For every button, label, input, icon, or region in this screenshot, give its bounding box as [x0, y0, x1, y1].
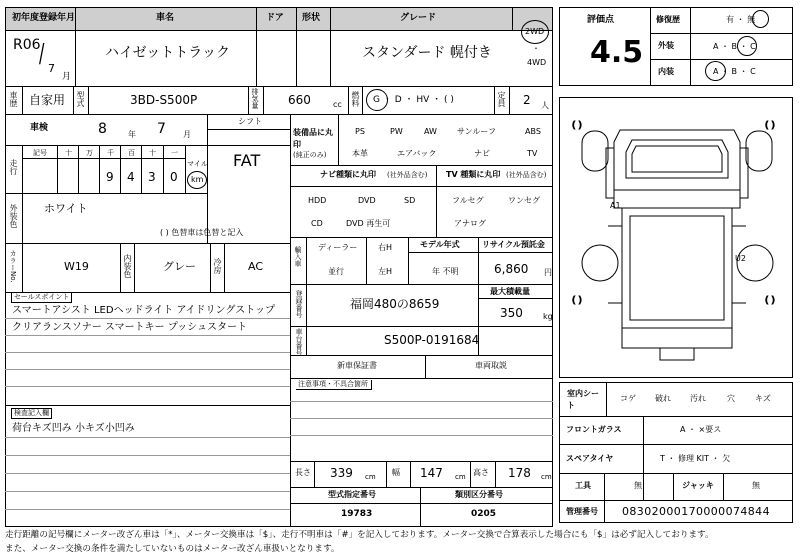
jack-label: ジャッキ [682, 481, 714, 490]
svg-text:( ): ( ) [765, 121, 775, 131]
svg-text:( ): ( ) [572, 296, 582, 306]
registration-label: 登録番号 [295, 290, 303, 318]
inspection-year-unit: 年 [128, 130, 136, 139]
inspection-year: 8 [98, 121, 107, 137]
sales-points-label: セールスポイント [11, 292, 72, 303]
mileage-unit-mile: マイル [187, 160, 208, 168]
tv-analog: アナログ [454, 219, 486, 228]
interior-label: 内装 [658, 67, 674, 76]
import-dealer: ディーラー [318, 243, 358, 252]
footer-line2: また、メーター交換の条件を満たしていないものはメーター改ざん車扱いとなります。 [5, 544, 340, 554]
sales-points-line1: スマートアシスト LEDヘッドライト アイドリングストップ [12, 305, 275, 316]
digit-header-1: 十 [65, 149, 72, 157]
score-value: 4.5 [590, 35, 644, 70]
interior-color-value: グレー [163, 260, 196, 273]
exterior-b-circle [737, 36, 757, 56]
vehicle-manual: 車両取説 [475, 361, 507, 370]
navi-dvd: DVD [358, 196, 376, 205]
navi-label: ナビ種類に丸印 [320, 170, 376, 179]
type-no-value: 19783 [341, 509, 373, 519]
equip-abs: ABS [525, 127, 541, 136]
navi-dvd-play: DVD 再生可 [346, 219, 391, 228]
tv-label: TV 種類に丸印 [446, 170, 501, 179]
width-value: 147 [420, 466, 443, 480]
max-load-unit: kg [543, 312, 553, 321]
repair-options: 有 ・ 無 [726, 15, 756, 24]
equip-airbag: エアバック [397, 149, 437, 158]
capacity-unit: 人 [541, 101, 549, 110]
length-label: 長さ [295, 468, 311, 477]
drive-4wd: 4WD [527, 58, 547, 67]
color-no-label: カラーNo. [9, 250, 17, 283]
car-name: ハイゼットトラック [105, 45, 231, 61]
sales-points-line2: クリアランスソナー スマートキー プッシュスタート [12, 322, 247, 333]
equip-ps: PS [355, 127, 365, 136]
svg-text:( ): ( ) [765, 296, 775, 306]
interior-color-label: 内装色 [123, 254, 132, 278]
equip-leather: 本革 [352, 149, 368, 158]
ac-label: 冷房 [213, 258, 222, 274]
inspector-notes-value: 荷台キズ凹み 小キズ小凹み [12, 423, 135, 434]
exterior-label: 外装 [658, 41, 674, 50]
car-diagram-svg [560, 98, 794, 379]
reg-month-unit: 月 [62, 72, 72, 82]
digit-header-3: 千 [107, 149, 114, 157]
tv-oneseg: ワンセグ [508, 196, 540, 205]
registration-value: 福岡480の8659 [350, 297, 440, 311]
grade-value: スタンダード 幌付き [362, 45, 492, 61]
interior-sheet-label: 室内シート [567, 389, 599, 410]
navi-label-sub: (社外品含む) [387, 171, 428, 179]
color-value: ホワイト [44, 202, 88, 215]
model-year-value: 年 不明 [432, 267, 459, 276]
length-value: 339 [330, 466, 353, 480]
shift-label: シフト [238, 117, 262, 126]
sheet-stain: 汚れ [690, 394, 706, 403]
fuel-label: 燃料 [351, 91, 360, 107]
sheet-burn: コゲ [620, 394, 636, 403]
mileage-digit-3: 9 [106, 170, 114, 184]
fuel-options: G ・ D ・ HV ・ ( ) [373, 95, 454, 105]
svg-text:( ): ( ) [572, 121, 582, 131]
diagram-mark-u2: U2 [735, 254, 746, 263]
import-parallel: 並行 [328, 267, 344, 276]
equip-navi: ナビ [474, 149, 490, 158]
height-label: 高さ [473, 468, 489, 477]
reg-slash: / [39, 38, 45, 69]
reg-era: R06 [13, 37, 41, 53]
car-name-label: 車名 [156, 13, 175, 23]
footer-line1: 走行距離の記号欄にメーター改ざん車は「*」、メーター交換車は「$」、走行不明車は「#」を記入しております。メーター交換で合算表示した場合にも「$」は必ず記入しております。 [5, 530, 714, 540]
equip-tv: TV [527, 149, 538, 158]
diagram-mark-a1: A1 [610, 201, 621, 210]
equip-sunroof: サンルーフ [457, 127, 496, 136]
model-label: 型式 [76, 91, 85, 107]
car-diagram [559, 97, 793, 378]
capacity-label: 定員 [497, 91, 506, 107]
import-label: 輸入車 [294, 246, 302, 267]
tv-label-sub: (社外品含む) [506, 171, 547, 179]
inspection-label: 車検 [30, 123, 49, 133]
import-right: 右H [378, 243, 393, 252]
category-value: 自家用 [29, 93, 66, 107]
height-unit: cm [541, 473, 552, 481]
class-no-value: 0205 [471, 509, 497, 519]
windshield-label: フロントガラス [566, 425, 622, 434]
drive-2wd: 2WD [525, 27, 545, 36]
drive-dot: ・ [532, 44, 540, 53]
grade-label: グレード [400, 13, 437, 23]
windshield-value: A ・ ×要ス [680, 425, 722, 434]
score-label: 評価点 [587, 15, 615, 25]
caution-label: 注意事項・不具合箇所 [296, 380, 372, 390]
equip-aw: AW [424, 127, 437, 136]
spare-tire-value: T ・ 修理 KIT ・ 欠 [660, 454, 731, 463]
recycle-label: リサイクル預託金 [482, 240, 545, 249]
spare-tire-label: スペアタイヤ [566, 454, 614, 463]
recycle-value: 6,860 [494, 262, 529, 276]
first-reg-label: 初年度登録年月 [12, 13, 76, 23]
mileage-label: 走行 [9, 159, 18, 175]
navi-hdd: HDD [308, 196, 327, 205]
tv-fullseg: フルセグ [452, 196, 484, 205]
sheet-scratch: キズ [755, 394, 771, 403]
recycle-unit: 円 [544, 268, 552, 277]
navi-sd: SD [404, 196, 416, 205]
displacement-unit: cc [333, 100, 342, 109]
exterior-options: A ・ B ・ C [713, 42, 756, 51]
jack-value: 無 [752, 481, 760, 490]
digit-header-6: 一 [171, 149, 178, 157]
new-car-warranty: 新車保証書 [337, 361, 377, 370]
max-load-label: 最大積載量 [490, 287, 530, 296]
mileage-unit-km: km [191, 175, 204, 184]
model-year-label: モデル年式 [420, 240, 460, 249]
mileage-digit-4: 4 [127, 170, 135, 184]
import-left: 左H [378, 267, 393, 276]
digit-header-2: 万 [86, 149, 93, 157]
mileage-digit-5: 3 [148, 170, 156, 184]
digit-header-4: 百 [128, 149, 135, 157]
length-unit: cm [365, 473, 376, 481]
digit-header-5: 十 [149, 149, 156, 157]
chassis-label: 車台番号 [295, 328, 303, 356]
shift-value: FAT [233, 151, 261, 170]
capacity-value: 2 [523, 93, 531, 107]
door-label: ドア [266, 13, 284, 23]
color-no-value: W19 [64, 260, 89, 273]
navi-cd: CD [311, 219, 323, 228]
mileage-digit-6: 0 [170, 170, 178, 184]
height-value: 178 [508, 466, 531, 480]
reg-month: 7 [48, 62, 55, 75]
width-unit: cm [455, 473, 466, 481]
sheet-hole: 穴 [727, 394, 735, 403]
equip-pw: PW [390, 127, 403, 136]
chassis-value: S500P-0191684 [384, 333, 480, 347]
repair-none-circle [752, 10, 769, 28]
inspector-notes-label: 検査記入欄 [11, 408, 52, 419]
mgmt-label: 管理番号 [566, 507, 598, 516]
tools-value: 無 [634, 481, 642, 490]
interior-options: A ・ B ・ C [713, 67, 756, 76]
max-load-value: 350 [500, 306, 523, 320]
inspection-month: 7 [157, 121, 166, 137]
repair-label: 修復歴 [656, 15, 680, 24]
inspection-month-unit: 月 [183, 130, 191, 139]
category-label: 車歴 [9, 91, 18, 107]
type-no-label: 型式指定番号 [328, 490, 376, 499]
mgmt-value: 08302000170000074844 [622, 505, 770, 518]
shape-label: 形状 [302, 13, 321, 23]
interior-a-circle [705, 61, 726, 81]
equipment-label: 装備品に丸印 [293, 128, 333, 149]
model-value: 3BD-S500P [130, 93, 198, 107]
color-label: 外装色 [9, 204, 18, 228]
mileage-mark-label: 記号 [33, 149, 47, 157]
displacement-value: 660 [288, 93, 311, 107]
sheet-tear: 破れ [655, 394, 671, 403]
ac-value: AC [248, 260, 264, 273]
displacement-label: 排気量 [251, 88, 259, 109]
class-no-label: 類別区分番号 [455, 490, 503, 499]
color-note: ( ) 色替車は色替と記入 [160, 228, 244, 237]
width-label: 幅 [392, 468, 400, 477]
tools-label: 工具 [575, 481, 591, 490]
equipment-label-sub: (純正のみ) [293, 151, 327, 159]
